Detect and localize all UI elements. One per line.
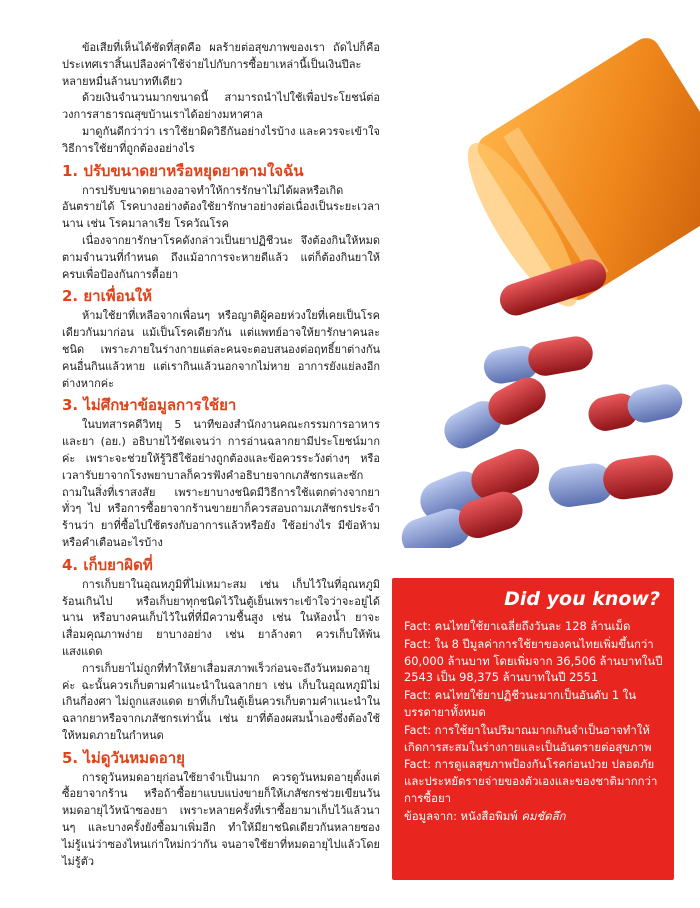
fact-item: Fact: การดูแลสุขภาพป้องกันโรคก่อนป่วย ปลอดภัยและประหยัดรายจ่ายของตัวเองและของชาติมากกว่าการซื้อยา: [404, 757, 658, 805]
source-name: คมชัดลึก: [521, 808, 566, 823]
section-paragraph: การเก็บยาในอุณหภูมิที่ไม่เหมาะสม เช่น เก็บไว้ในที่อุณหภูมิร้อนเกินไป หรือเก็บยาทุกชนิดไว้ในตู้เย็นเพราะเข้าใจว่าจะอยู่ได้นาน หรือบางคนเก็บไว้ในที่ที่มีความชื้นสูง เช่น ในห้องน้ำ ยาจะเสื่อมคุณภาพง่าย ยาบางอย่าง เช่น ยาล้างตา ควรเก็บให้พ้นแสงแดด: [62, 577, 380, 658]
fact-item: Fact: การใช้ยาในปริมาณมากเกินจำเป็นอาจทำให้เกิดการสะสมในร่างกายและเป็นอันตรายต่อสุขภาพ: [404, 722, 652, 754]
fact-item: Fact: ใน 8 ปีมูลค่าการใช้ยาของคนไทยเพิ่มขึ้นกว่า 60,000 ล้านบาท โดยเพิ่มจาก 36,506 ล้านบาทในปี 2543 เป็น 98,375 ล้านบาทในปี 2551: [404, 636, 663, 685]
section-heading: 4. เก็บยาผิดที่: [62, 555, 153, 574]
section-heading: 5. ไม่ดูวันหมดอายุ: [62, 748, 185, 767]
intro-paragraph: ข้อเสียที่เห็นได้ชัดที่สุดคือ ผลร้ายต่อสุขภาพของเรา ถัดไปก็คือประเทศเราสิ้นเปลืองค่าใช้จ่ายไปกับการซื้อยาเหล่านี้เป็นเงินปีละหลายหมื่นล้านบาททีเดียว: [62, 41, 380, 88]
intro-paragraph: ด้วยเงินจำนวนมากขนาดนี้ สามารถนำไปใช้เพื่อประโยชน์ต่อวงการสาธารณสุขบ้านเราได้อย่างมหาศาล: [62, 91, 380, 122]
section-paragraph: เนื่องจากยารักษาโรคดังกล่าวเป็นยาปฏิชีวนะ จึงต้องกินให้หมดตามจำนวนที่กำหนด ถึงแม้อาการจะหายดีแล้ว แต่ก็ต้องกินยาให้ครบเพื่อป้องกันการดื้อยา: [62, 233, 380, 281]
section-paragraph: ห้ามใช้ยาที่เหลือจากเพื่อนๆ หรือญาติผู้คอยห่วงใยที่เคยเป็นโรคเดียวกันมาก่อน แม้เป็นโรคเดียวกัน แต่แพทย์อาจให้ยารักษาคนละชนิด เพราะภายในร่างกายแต่ละคนจะตอบสนองต่อฤทธิ์ยาต่างกัน คนอื่นกินแล้วหาย แต่เรากินแล้วนอกจากไม่หาย อาการยังแย่ลงอีกต่างหากค่ะ: [62, 309, 380, 390]
did-you-know-title: Did you know?: [504, 588, 660, 610]
section-heading: 2. ยาเพื่อนให้: [62, 287, 153, 306]
pill-bottle-photo: [388, 28, 700, 548]
source-line: [404, 808, 666, 825]
fact-item: Fact: คนไทยใช้ยาปฏิชีวนะมากเป็นอันดับ 1 ในบรรดายาทั้งหมด: [404, 688, 637, 719]
section-paragraph: ในบทสารคดีวิทยุ 5 นาทีของสำนักงานคณะกรรมการอาหารและยา (อย.) อธิบายไว้ชัดเจนว่า การอ่านฉลากยามีประโยชน์มากค่ะ เพราะจะช่วยให้รู้วิธีใช้อย่างถูกต้องและข้อควรระวังต่างๆ หรือเวลารับยาจากโรงพยาบาลก็ควรฟังคำอธิบายจากเภสัชกรและซักถามในสิ่งที่เราสงสัย เพราะยาบางชนิดมีวิธีการใช้แตกต่างจากยาทั่วๆ ไป หรือการซื้อยาจากร้านขายยาก็ควรสอบถามเภสัชกรประจำร้านว่า ยาที่ซื้อไปใช้ตรงกับอาการแล้วหรือยัง ใช้อย่างไร มีข้อห้ามหรือคำเตือนอะไรบ้าง: [62, 418, 380, 549]
intro-paragraph: มาดูกันดีกว่าว่า เราใช้ยาผิดวิธีกันอย่างไรบ้าง และควรจะเข้าใจวิธีการใช้ยาที่ถูกต้องอย่างไร: [62, 124, 380, 155]
section-heading: 3. ไม่ศึกษาข้อมูลการใช้ยา: [62, 396, 237, 415]
section-paragraph: การปรับขนาดยาเองอาจทำให้การรักษาไม่ได้ผลหรือเกิดอันตรายได้ โรคบางอย่างต้องใช้ยารักษาอย่างต่อเนื่องเป็นระยะเวลานาน เช่น โรคมาลาเรีย โรควัณโรค: [62, 183, 380, 231]
section-paragraph: การเก็บยาไม่ถูกที่ทำให้ยาเสื่อมสภาพเร็วก่อนจะถึงวันหมดอายุค่ะ ฉะนั้นควรเก็บตามคำแนะนำในฉลากยา เช่น เก็บในอุณหภูมิไม่เกินกี่องศา ไม่ถูกแสงแดด ยาที่เก็บในตู้เย็นควรเก็บตามคำแนะนำในฉลากยาหรือจากเภสัชกรเท่านั้น เช่น ยาที่ต้องผสมน้ำเองซึ่งต้องใช้ให้หมดภายในกำหนด: [62, 661, 380, 742]
did-you-know-box: [392, 578, 674, 880]
source-label: ข้อมูลจาก: หนังสือพิมพ์: [404, 808, 518, 823]
article-column: [62, 40, 380, 870]
fact-list: [404, 618, 666, 826]
fact-item: Fact: คนไทยใช้ยาเฉลี่ยถึงวันละ 128 ล้านเม็ด: [404, 619, 631, 633]
section-paragraph: การดูวันหมดอายุก่อนใช้ยาจำเป็นมาก ควรดูวันหมดอายุตั้งแต่ซื้อยาจากร้าน หรือถ้าซื้อยาแบบแบ่งขายก็ให้เภสัชกรช่วยเขียนวันหมดอายุไว้หน้าซองยา เพราะหลายครั้งที่เราซื้อยามาเก็บไว้แล้วนานๆ และบางครั้งยังซื้อมาเพิ่มอีก ทำให้มียาชนิดเดียวกันหลายซอง ไม่รู้แน่ว่าซองไหนเก่าใหม่กว่ากัน จนอาจใช้ยาที่หมดอายุไปแล้วโดยไม่รู้ตัว: [62, 770, 380, 868]
section-heading: 1. ปรับขนาดยาหรือหยุดยาตามใจฉัน: [62, 161, 304, 180]
